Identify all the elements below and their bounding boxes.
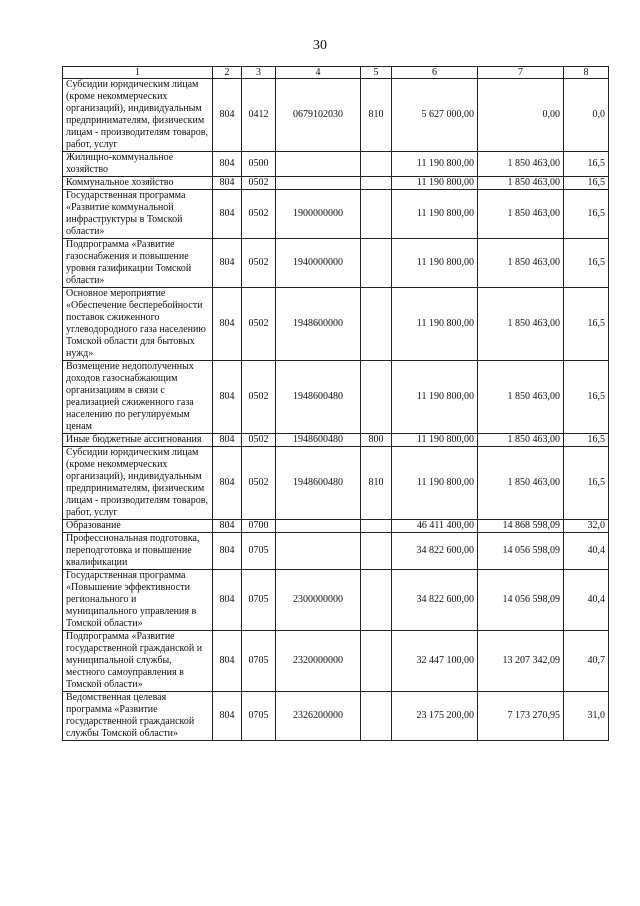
cell-csr: 1948600480 <box>276 447 361 520</box>
cell-plan: 11 190 800,00 <box>392 447 478 520</box>
cell-percent: 16,5 <box>564 288 609 361</box>
table-row <box>63 288 609 361</box>
cell-plan: 11 190 800,00 <box>392 288 478 361</box>
cell-razdel: 0705 <box>242 533 276 570</box>
cell-fact: 14 056 598,09 <box>478 533 564 570</box>
table-row <box>63 79 609 152</box>
column-header: 7 <box>478 67 564 79</box>
table-row <box>63 190 609 239</box>
table-row <box>63 177 609 190</box>
cell-vr <box>361 152 392 177</box>
cell-razdel: 0502 <box>242 190 276 239</box>
row-name: Основное мероприятие «Обеспечение бесперебойности поставок сжиженного углеводородного газа населению Томской области для бытовых нужд» <box>63 288 213 361</box>
cell-csr: 1948600480 <box>276 434 361 447</box>
cell-vedomstvo: 804 <box>213 631 242 692</box>
cell-percent: 31,0 <box>564 692 609 741</box>
cell-vr <box>361 190 392 239</box>
cell-vedomstvo: 804 <box>213 177 242 190</box>
cell-plan: 32 447 100,00 <box>392 631 478 692</box>
column-header: 2 <box>213 67 242 79</box>
cell-fact: 14 868 598,09 <box>478 520 564 533</box>
cell-plan: 23 175 200,00 <box>392 692 478 741</box>
cell-vr: 810 <box>361 447 392 520</box>
table-row <box>63 434 609 447</box>
cell-plan: 11 190 800,00 <box>392 434 478 447</box>
cell-percent: 16,5 <box>564 152 609 177</box>
cell-fact: 1 850 463,00 <box>478 239 564 288</box>
cell-razdel: 0705 <box>242 692 276 741</box>
cell-percent: 16,5 <box>564 434 609 447</box>
cell-razdel: 0705 <box>242 631 276 692</box>
cell-razdel: 0502 <box>242 239 276 288</box>
cell-vr: 810 <box>361 79 392 152</box>
cell-fact: 13 207 342,09 <box>478 631 564 692</box>
cell-vedomstvo: 804 <box>213 692 242 741</box>
column-header: 4 <box>276 67 361 79</box>
cell-fact: 1 850 463,00 <box>478 447 564 520</box>
cell-percent: 16,5 <box>564 361 609 434</box>
cell-vr <box>361 533 392 570</box>
cell-vr <box>361 570 392 631</box>
cell-percent: 16,5 <box>564 447 609 520</box>
table-row <box>63 631 609 692</box>
cell-vr <box>361 288 392 361</box>
row-name: Коммунальное хозяйство <box>63 177 213 190</box>
cell-csr <box>276 533 361 570</box>
cell-vedomstvo: 804 <box>213 434 242 447</box>
cell-csr: 1940000000 <box>276 239 361 288</box>
cell-razdel: 0502 <box>242 177 276 190</box>
column-header: 1 <box>63 67 213 79</box>
cell-vedomstvo: 804 <box>213 533 242 570</box>
cell-percent: 40,7 <box>564 631 609 692</box>
table-row <box>63 692 609 741</box>
cell-csr <box>276 520 361 533</box>
cell-fact: 1 850 463,00 <box>478 361 564 434</box>
cell-csr: 1948600480 <box>276 361 361 434</box>
cell-razdel: 0412 <box>242 79 276 152</box>
cell-plan: 34 822 600,00 <box>392 570 478 631</box>
cell-percent: 16,5 <box>564 177 609 190</box>
cell-razdel: 0502 <box>242 447 276 520</box>
cell-razdel: 0705 <box>242 570 276 631</box>
cell-vr <box>361 239 392 288</box>
column-header: 3 <box>242 67 276 79</box>
cell-vr <box>361 692 392 741</box>
row-name: Государственная программа «Развитие коммунальной инфраструктуры в Томской области» <box>63 190 213 239</box>
cell-razdel: 0502 <box>242 288 276 361</box>
cell-razdel: 0502 <box>242 361 276 434</box>
cell-vedomstvo: 804 <box>213 361 242 434</box>
cell-plan: 11 190 800,00 <box>392 152 478 177</box>
cell-razdel: 0700 <box>242 520 276 533</box>
cell-plan: 11 190 800,00 <box>392 239 478 288</box>
cell-vr <box>361 361 392 434</box>
cell-plan: 5 627 000,00 <box>392 79 478 152</box>
cell-fact: 7 173 270,95 <box>478 692 564 741</box>
cell-fact: 1 850 463,00 <box>478 288 564 361</box>
cell-vedomstvo: 804 <box>213 190 242 239</box>
cell-percent: 16,5 <box>564 190 609 239</box>
cell-plan: 11 190 800,00 <box>392 190 478 239</box>
row-name: Образование <box>63 520 213 533</box>
column-header: 5 <box>361 67 392 79</box>
cell-csr <box>276 177 361 190</box>
cell-vr <box>361 177 392 190</box>
page-number: 30 <box>313 38 327 53</box>
row-name: Подпрограмма «Развитие государственной гражданской и муниципальной службы, местного самоуправления в Томской области» <box>63 631 213 692</box>
row-name: Возмещение недополученных доходов газоснабжающим организациям в связи с реализацией сжиженного газа населению по регулируемым ценам <box>63 361 213 434</box>
row-name: Субсидии юридическим лицам (кроме некоммерческих организаций), индивидуальным предпринимателям, физическим лицам - производителям товаров, работ, услуг <box>63 447 213 520</box>
cell-csr: 2326200000 <box>276 692 361 741</box>
cell-fact: 1 850 463,00 <box>478 434 564 447</box>
table-row <box>63 361 609 434</box>
table-row <box>63 570 609 631</box>
cell-fact: 1 850 463,00 <box>478 190 564 239</box>
table-row <box>63 239 609 288</box>
cell-vedomstvo: 804 <box>213 79 242 152</box>
cell-vr <box>361 520 392 533</box>
table-row <box>63 520 609 533</box>
cell-csr: 2320000000 <box>276 631 361 692</box>
cell-percent: 40,4 <box>564 533 609 570</box>
row-name: Государственная программа «Повышение эффективности регионального и муниципального управления в Томской области» <box>63 570 213 631</box>
table-row <box>63 533 609 570</box>
cell-vedomstvo: 804 <box>213 239 242 288</box>
row-name: Подпрограмма «Развитие газоснабжения и повышение уровня газификации Томской области» <box>63 239 213 288</box>
row-name: Профессиональная подготовка, переподготовка и повышение квалификации <box>63 533 213 570</box>
cell-fact: 1 850 463,00 <box>478 152 564 177</box>
cell-vedomstvo: 804 <box>213 288 242 361</box>
cell-razdel: 0500 <box>242 152 276 177</box>
table-row <box>63 152 609 177</box>
cell-fact: 14 056 598,09 <box>478 570 564 631</box>
cell-fact: 1 850 463,00 <box>478 177 564 190</box>
cell-csr: 1948600000 <box>276 288 361 361</box>
cell-razdel: 0502 <box>242 434 276 447</box>
cell-percent: 32,0 <box>564 520 609 533</box>
cell-vedomstvo: 804 <box>213 152 242 177</box>
cell-vedomstvo: 804 <box>213 570 242 631</box>
cell-plan: 46 411 400,00 <box>392 520 478 533</box>
cell-csr <box>276 152 361 177</box>
cell-fact: 0,00 <box>478 79 564 152</box>
row-name: Иные бюджетные ассигнования <box>63 434 213 447</box>
column-header: 8 <box>564 67 609 79</box>
row-name: Жилищно-коммунальное хозяйство <box>63 152 213 177</box>
cell-percent: 0,0 <box>564 79 609 152</box>
table-header <box>63 67 609 79</box>
cell-plan: 34 822 600,00 <box>392 533 478 570</box>
table-row <box>63 447 609 520</box>
cell-csr: 2300000000 <box>276 570 361 631</box>
column-header: 6 <box>392 67 478 79</box>
column-number-row <box>63 67 609 79</box>
cell-csr: 1900000000 <box>276 190 361 239</box>
budget-table <box>62 66 609 741</box>
row-name: Субсидии юридическим лицам (кроме некоммерческих организаций), индивидуальным предпринимателям, физическим лицам - производителям товаров, работ, услуг <box>63 79 213 152</box>
cell-vedomstvo: 804 <box>213 447 242 520</box>
cell-percent: 40,4 <box>564 570 609 631</box>
cell-percent: 16,5 <box>564 239 609 288</box>
cell-vr: 800 <box>361 434 392 447</box>
cell-vr <box>361 631 392 692</box>
cell-vedomstvo: 804 <box>213 520 242 533</box>
cell-csr: 0679102030 <box>276 79 361 152</box>
row-name: Ведомственная целевая программа «Развитие государственной гражданской службы Томской области» <box>63 692 213 741</box>
table-body <box>63 79 609 741</box>
cell-plan: 11 190 800,00 <box>392 361 478 434</box>
cell-plan: 11 190 800,00 <box>392 177 478 190</box>
